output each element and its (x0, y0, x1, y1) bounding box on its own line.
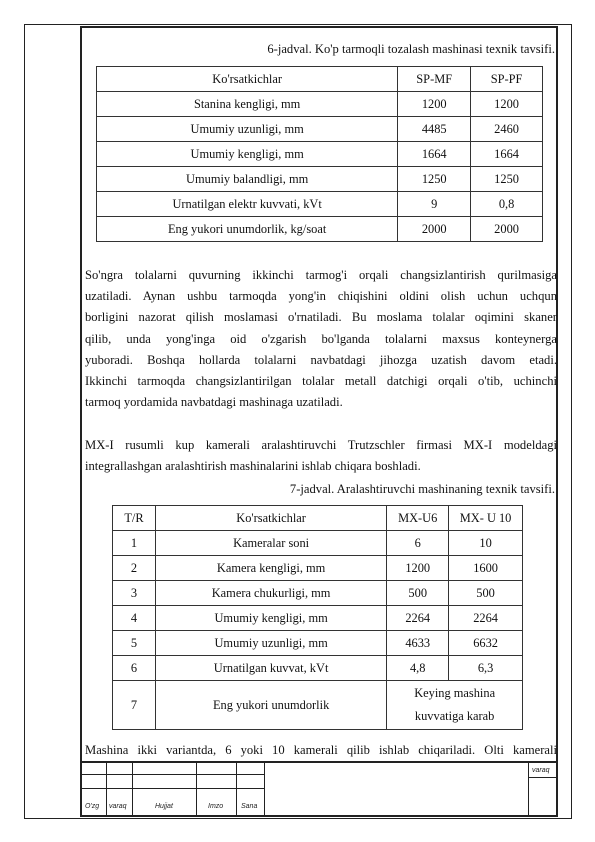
paragraph-1-line: uzatiladi. Aynan ushbu tarmoqda yong'in chiqishini oldini olish uchun uchqun (85, 289, 557, 304)
table2-cell: 1200 (387, 556, 449, 581)
table2-cell: Umumiy kengligi, mm (155, 606, 386, 631)
table1-row (97, 167, 543, 192)
table2-cell: 4633 (387, 631, 449, 656)
table2-cell: 500 (449, 581, 523, 606)
table1-cell: 0,8 (471, 192, 543, 217)
table2-caption: 7-jadval. Aralashtiruvchi mashinaning texnik tavsifi. (289, 482, 555, 496)
label-sheet: varaq (532, 767, 550, 774)
table1-header-cell: Ko'rsatkichlar (97, 67, 398, 92)
table1-cell: 9 (398, 192, 471, 217)
table1-caption: 6-jadval. Ko'p tarmoqli tozalash mashinasi texnik tavsifi. (267, 42, 555, 56)
table2-cell: 7 (113, 681, 156, 730)
table2-row-last (113, 681, 523, 730)
paragraph-2-line: MX-I rusumli kup kamerali aralashtiruvchi Trutzschler firmasi MX-I modeldagi (85, 438, 557, 452)
table2-row (113, 556, 523, 581)
table1-cell: Umumiy kengligi, mm (97, 142, 398, 167)
table2-header-cell: Ko'rsatkichlar (155, 506, 386, 531)
table1-cell: Urnatilgan elektr kuvvati, kVt (97, 192, 398, 217)
table2-cell: 6 (387, 531, 449, 556)
table2 (112, 505, 523, 730)
table2-cell: 1600 (449, 556, 523, 581)
label-hujjat: Hujjat (155, 803, 173, 810)
table1-cell: 2460 (471, 117, 543, 142)
table2-row (113, 631, 523, 656)
table2-merged-line: Keying mashina (414, 686, 496, 700)
table2-cell: 2264 (449, 606, 523, 631)
paragraph-1-line: Ikkinchi tarmoqda changsizlantirilgan tolalar metall datchigi orqali o'tib, uchinchi (85, 373, 557, 388)
table2-row (113, 531, 523, 556)
table2-row (113, 606, 523, 631)
table2-cell: Kamera chukurligi, mm (155, 581, 386, 606)
table1-row (97, 217, 543, 242)
table1-header-cell: SP-PF (471, 67, 543, 92)
table1-header-cell: SP-MF (398, 67, 471, 92)
table2-row (113, 656, 523, 681)
table2-cell: Umumiy uzunligi, mm (155, 631, 386, 656)
table2-merged-cell (387, 681, 523, 730)
table1-cell: Umumiy uzunligi, mm (97, 117, 398, 142)
label-varaq: varaq (109, 803, 127, 810)
paragraph-1-line: qilib, unda yong'inga oid o'zgarish bo'lganda tolalarni maxsus konteynerga (85, 331, 557, 346)
table1-cell: 2000 (471, 217, 543, 242)
table1-header-row (97, 67, 543, 92)
paragraph-3-line: Mashina ikki variantda, 6 yoki 10 kamerali qilib ishlab chiqariladi. Olti kamerali (85, 743, 557, 757)
table2-cell: 3 (113, 581, 156, 606)
paragraph-2 (85, 435, 557, 477)
table2-cell: 10 (449, 531, 523, 556)
table1-cell: 1250 (398, 167, 471, 192)
table1-cell: 4485 (398, 117, 471, 142)
table2-cell: 500 (387, 581, 449, 606)
table1-cell: 2000 (398, 217, 471, 242)
table1-row (97, 192, 543, 217)
table1-cell: 1664 (471, 142, 543, 167)
paragraph-3 (85, 740, 557, 761)
table1-cell: Eng yukori unumdorlik, kg/soat (97, 217, 398, 242)
paragraph-1-line: tarmoq yordamida navbatdagi mashinaga uzatiladi. (85, 395, 343, 410)
table2-cell: Eng yukori unumdorlik (155, 681, 386, 730)
table1-cell: 1664 (398, 142, 471, 167)
table2-merged-line: kuvvatiga karab (414, 709, 495, 723)
paragraph-1-line: yuboradi. Boshqa hollarda tolalarni navbatdagi jihozga uzatish davom etadi. (85, 352, 557, 367)
table2-cell: 6 (113, 656, 156, 681)
table1-cell: 1200 (471, 92, 543, 117)
table1-cell: 1250 (471, 167, 543, 192)
label-sana: Sana (241, 803, 258, 810)
table1-row (97, 92, 543, 117)
paragraph-2-line: integrallashgan aralashtirish mashinalarini ishlab chiqara boshladi. (85, 459, 421, 474)
label-imzo: Imzo (208, 803, 224, 810)
table1-row (97, 142, 543, 167)
table2-cell: 2 (113, 556, 156, 581)
table2-cell: 4,8 (387, 656, 449, 681)
table1-row (97, 117, 543, 142)
table1-cell: Stanina kengligi, mm (97, 92, 398, 117)
label-ozg: O'zg (85, 803, 100, 810)
table2-cell: Urnatilgan kuvvat, kVt (155, 656, 386, 681)
paragraph-1-line: So'ngra tolalarni quvurning ikkinchi tarmog'i orqali changsizlantirish qurilmasiga (85, 268, 557, 282)
table2-header-row (113, 506, 523, 531)
table2-cell: Kameralar soni (155, 531, 386, 556)
table2-cell: 5 (113, 631, 156, 656)
paragraph-1 (85, 265, 557, 413)
table2-cell: 4 (113, 606, 156, 631)
table1 (96, 66, 543, 242)
table2-cell: 1 (113, 531, 156, 556)
title-block (80, 761, 558, 817)
table2-header-cell: MX-U6 (387, 506, 449, 531)
table1-cell: 1200 (398, 92, 471, 117)
table1-cell: Umumiy balandligi, mm (97, 167, 398, 192)
table2-header-cell: MX- U 10 (449, 506, 523, 531)
table2-header-cell: T/R (113, 506, 156, 531)
table2-cell: Kamera kengligi, mm (155, 556, 386, 581)
paragraph-1-line: borligini nazorat qilish moslamasi o'rnatiladi. Bu moslama tolalar oqimini skaner (85, 310, 557, 325)
table2-cell: 6,3 (449, 656, 523, 681)
table2-row (113, 581, 523, 606)
table2-cell: 6632 (449, 631, 523, 656)
table2-cell: 2264 (387, 606, 449, 631)
